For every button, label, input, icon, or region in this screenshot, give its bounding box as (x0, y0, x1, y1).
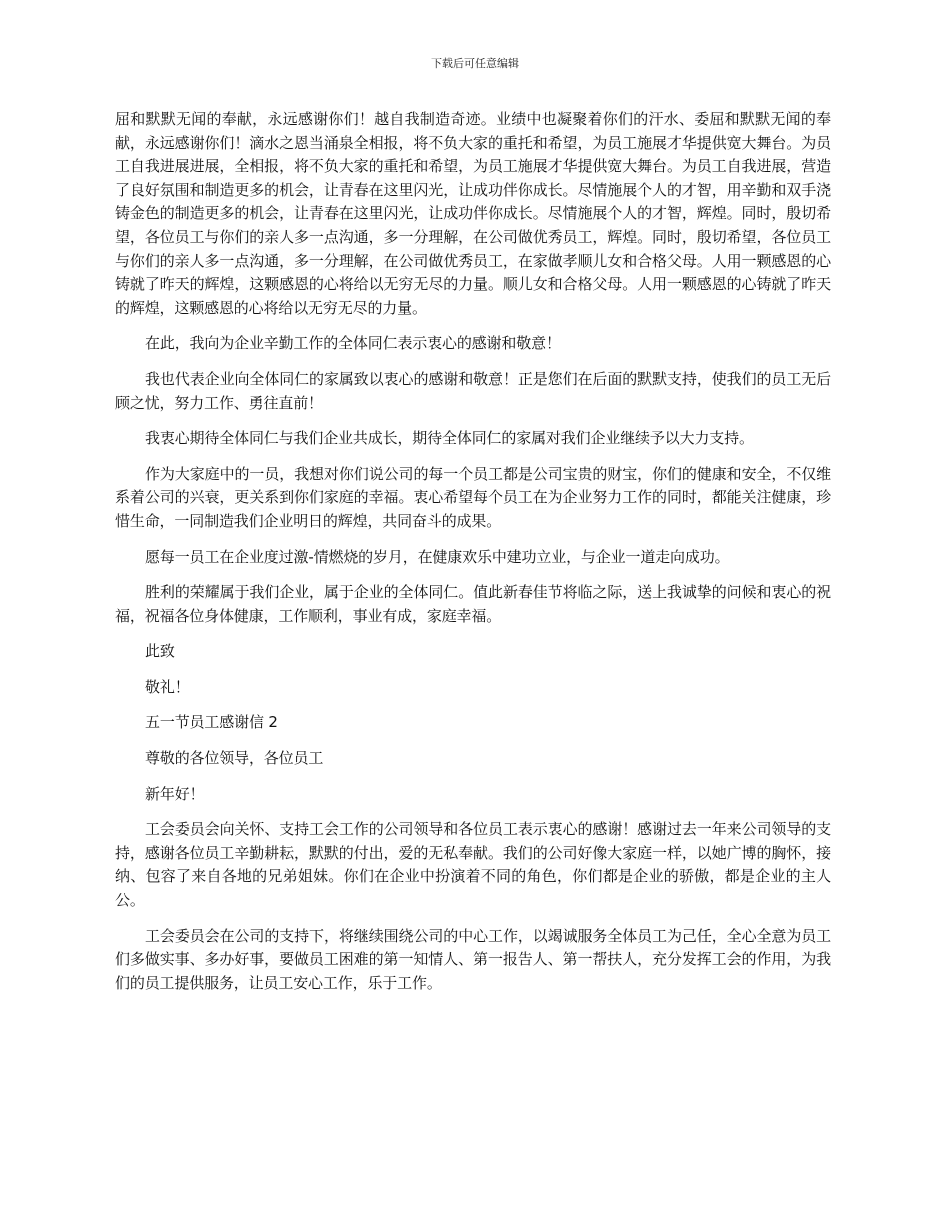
paragraph-expectation: 我衷心期待全体同仁与我们企业共成长，期待全体同仁的家属对我们企业继续予以大力支持。 (145, 429, 754, 448)
paragraph-health-safety: 作为大家庭中的一员，我想对你们说公司的每一个员工都是公司宝贵的财宝，你们的健康和安全，不仅维系着公司的兴衰，更关系到你们家庭的幸福。衷心希望每个员工在为企业努力工作的同时，都能关注健康，珍惜生命，一同制造我们企业明日的辉煌，共同奋斗的成果。 (115, 464, 831, 530)
letter-2-new-year-greeting: 新年好！ (145, 784, 205, 803)
letter-2-paragraph-thanks: 工会委员会向关怀、支持工会工作的公司领导和各位员工表示衷心的感谢！感谢过去一年来公司领导的支持，感谢各位员工辛勤耕耘，默默的付出，爱的无私奉献。我们的公司好像大家庭一样，以她广博的胸怀，接纳、包容了来自各地的兄弟姐妹。你们在企业中扮演着不同的角色，你们都是企业的骄傲，都是企业的主人公。 (115, 820, 831, 910)
page-header-note: 下载后可任意编辑 (431, 57, 519, 70)
paragraph-continuation: 屈和默默无闻的奉献，永远感谢你们！越自我制造奇迹。业绩中也凝聚着你们的汗水、委屈和默默无闻的奉献，永远感谢你们！滴水之恩当涌泉全相报，将不负大家的重托和希望，为员工施展才华提供宽大舞台。为员工自我进展进展，全相报，将不负大家的重托和希望，为员工施展才华提供宽大舞台。为员工自我进展，营造了良好氛围和制造更多的机会，让青春在这里闪光，让成功伴你成长。尽情施展个人的才智，用辛勤和双手浇铸金色的制造更多的机会，让青春在这里闪光，让成功伴你成长。尽情施展个人的才智，辉煌。同时，殷切希望，各位员工与你们的亲人多一点沟通，多一分理解，在公司做优秀员工，辉煌。同时，殷切希望，各位员工与你们的亲人多一点沟通，多一分理解，在公司做优秀员工，在家做孝顺儿女和合格父母。人用一颗感恩的心铸就了昨天的辉煌，这颗感恩的心将给以无穷无尽的力量。顺儿女和合格父母。人用一颗感恩的心铸就了昨天的辉煌，这颗感恩的心将给以无穷无尽的力量。 (115, 110, 831, 317)
paragraph-thanks-colleagues: 在此，我向为企业辛勤工作的全体同仁表示衷心的感谢和敬意！ (145, 334, 561, 353)
paragraph-greeting: 胜利的荣耀属于我们企业，属于企业的全体同仁。值此新春佳节将临之际，送上我诚挚的问候和衷心的祝福，祝福各位身体健康，工作顺利，事业有成，家庭幸福。 (115, 583, 831, 625)
document-body (115, 108, 831, 1007)
letter-2-paragraph-commitment: 工会委员会在公司的支持下，将继续围绕公司的中心工作，以竭诚服务全体员工为己任，全心全意为员工们多做实事、多办好事，要做员工困难的第一知情人、第一报告人、第一帮扶人，充分发挥工会的作用，为我们的员工提供服务，让员工安心工作，乐于工作。 (115, 926, 831, 992)
letter-2-addressee: 尊敬的各位领导，各位员工 (145, 749, 324, 768)
paragraph-thanks-families: 我也代表企业向全体同仁的家属致以衷心的感谢和敬意！正是您们在后面的默默支持，使我们的员工无后顾之忧，努力工作、勇往直前！ (115, 369, 831, 412)
closing-salutation: 此致 (145, 642, 175, 661)
letter-2-title: 五一节员工感谢信 2 (145, 713, 278, 732)
closing-regards: 敬礼！ (145, 677, 190, 696)
paragraph-wish: 愿每一员工在企业度过激-情燃烧的岁月，在健康欢乐中建功立业，与企业一道走向成功。 (145, 547, 730, 566)
